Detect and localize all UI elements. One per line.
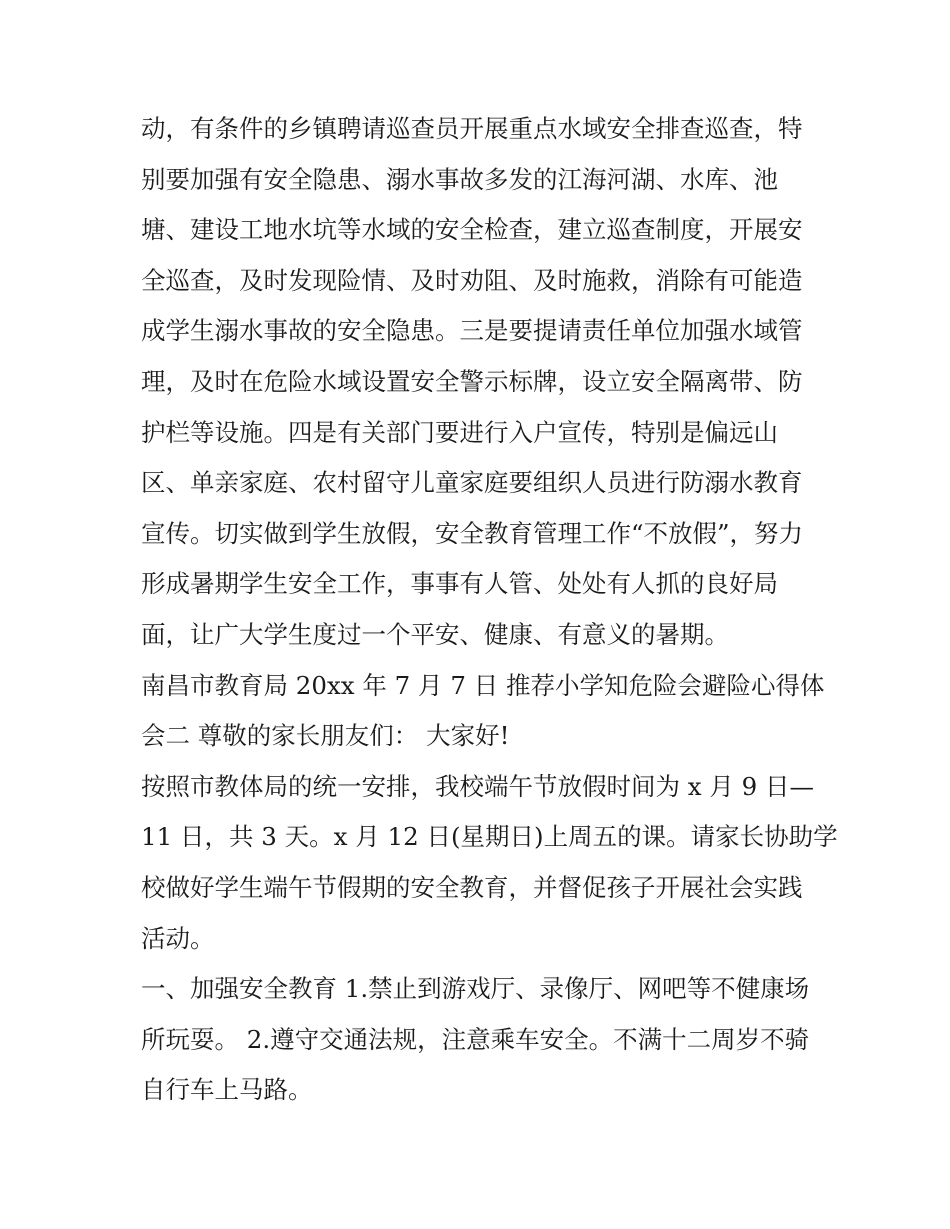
text-line: 宣传。切实做到学生放假，安全教育管理工作“不放假”，努力	[141, 518, 804, 548]
text-line: 所玩耍。 2.遵守交通法规，注意乘车安全。不满十二周岁不骑	[141, 1024, 810, 1054]
text-line: 别要加强有安全隐患、溺水事故多发的江海河湖、水库、池	[141, 164, 778, 194]
text-line: 形成暑期学生安全工作，事事有人管、处处有人抓的良好局	[141, 569, 778, 599]
text-line: 全巡查，及时发现险情、及时劝阻、及时施救，消除有可能造	[141, 265, 803, 295]
text-line: 动，有条件的乡镇聘请巡查员开展重点水域安全排查巡查，特	[141, 114, 803, 143]
document-body	[141, 104, 838, 1116]
text-line: 护栏等设施。四是有关部门要进行入户宣传，特别是偏远山	[141, 417, 778, 447]
text-line: 会二 尊敬的家长朋友们： 大家好!	[141, 721, 510, 751]
text-line: 校做好学生端午节假期的安全教育，并督促孩子开展社会实践	[141, 872, 803, 902]
text-line: 按照市教体局的统一安排，我校端午节放假时间为 x 月 9 日—	[141, 771, 815, 801]
text-line: 11 日，共 3 天。x 月 12 日(星期日)上周五的课。请家长协助学	[141, 822, 838, 852]
text-line: 南昌市教育局 20xx 年 7 月 7 日 推荐小学知危险会避险心得体	[141, 670, 825, 700]
text-line: 自行车上马路。	[141, 1075, 313, 1105]
text-line: 面，让广大学生度过一个平安、健康、有意义的暑期。	[141, 619, 729, 649]
text-line: 区、单亲家庭、农村留守儿童家庭要组织人员进行防溺水教育	[141, 468, 803, 498]
text-line: 塘、建设工地水坑等水域的安全检查，建立巡查制度，开展安	[141, 215, 803, 245]
text-line: 活动。	[141, 923, 215, 953]
text-line: 一、加强安全教育 1.禁止到游戏厅、录像厅、网吧等不健康场	[141, 974, 810, 1004]
text-line: 成学生溺水事故的安全隐患。三是要提请责任单位加强水域管	[141, 316, 803, 346]
text-line: 理，及时在危险水域设置安全警示标牌，设立安全隔离带、防	[141, 366, 803, 396]
